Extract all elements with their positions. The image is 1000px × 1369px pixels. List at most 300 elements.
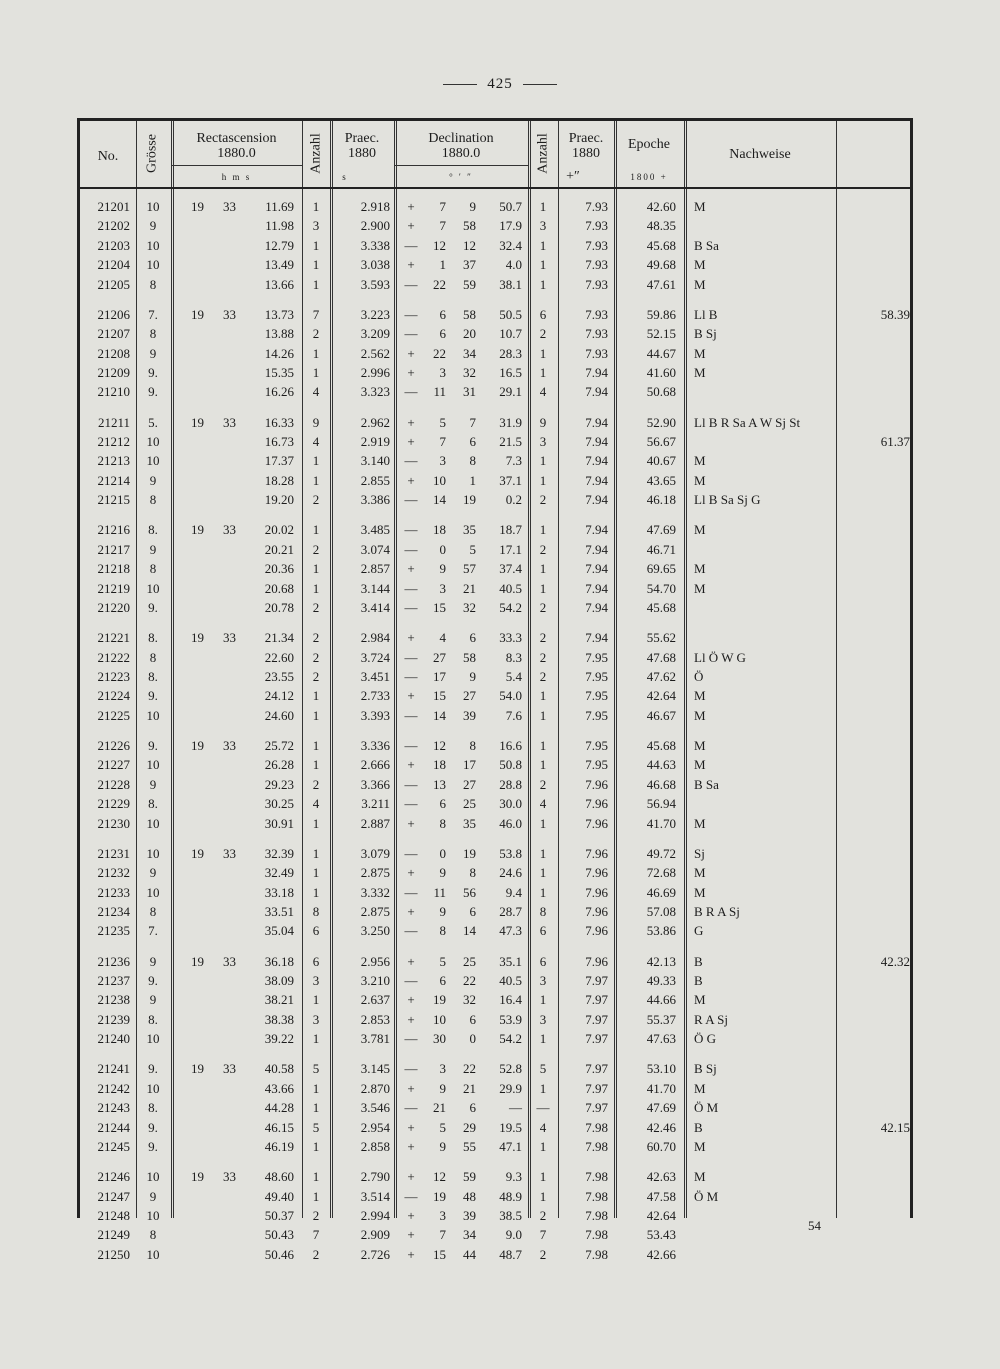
cell-no: 21243 [97, 1100, 130, 1116]
cell-no: 21203 [97, 237, 130, 253]
cell-gr: 5. [148, 414, 158, 430]
cell-s: 33.51 [264, 904, 294, 919]
cell-no: 21245 [97, 1139, 130, 1154]
cell-gr: 8 [149, 1227, 157, 1243]
cell-as: 29.1 [499, 384, 522, 400]
cell-am: 9 [469, 669, 476, 684]
page-number-dash-right [523, 84, 557, 85]
header-ra-units [171, 169, 302, 185]
cell-ra-minutes: 33 [223, 738, 236, 753]
cell-sign: + [407, 1227, 415, 1243]
cell-p1: 3.724 [360, 649, 390, 665]
header-rectascension [171, 131, 302, 161]
cell-n1: 7 [312, 306, 320, 322]
cell-s: 44.28 [264, 1100, 294, 1116]
cell-ep: 49.68 [646, 257, 676, 273]
cell-nw: Ll B R Sa A W Sj St [694, 414, 801, 430]
cell-ep: 53.43 [646, 1227, 676, 1243]
cell-s: 22.60 [264, 649, 294, 665]
cell-n2: 4 [539, 384, 547, 400]
cell-p1: 3.250 [360, 923, 390, 939]
cell-n1: 2 [312, 541, 320, 557]
cell-ep: 49.33 [646, 973, 676, 988]
column-rule [394, 121, 397, 1218]
cell-as: 17.1 [499, 541, 522, 557]
cell-p1: 3.393 [360, 707, 390, 723]
cell-d: 7 [439, 218, 446, 234]
cell-sign: + [407, 1208, 415, 1223]
cell-n2: 2 [539, 600, 547, 615]
cell-s: 21.34 [264, 630, 294, 646]
cell-gr: 10 [146, 257, 160, 273]
ra-subheader-rule [171, 165, 302, 166]
cell-am: 55 [463, 1139, 476, 1154]
cell-p2: 7.98 [585, 1208, 608, 1223]
header-epoche-unit [614, 169, 684, 185]
column-rule [302, 121, 303, 1218]
header-declination-label: Declination [428, 131, 494, 146]
cell-no: 21224 [97, 688, 130, 704]
cell-sign: + [407, 434, 415, 449]
cell-am: 58 [463, 649, 476, 665]
cell-as: 24.6 [499, 865, 522, 881]
cell-am: 59 [463, 1169, 476, 1185]
cell-p2: 7.94 [585, 541, 608, 557]
cell-gr: 8. [148, 669, 158, 684]
cell-s: 14.26 [264, 345, 294, 361]
cell-ep: 56.67 [646, 434, 676, 449]
cell-p1: 2.954 [360, 1119, 390, 1135]
cell-s: 38.38 [264, 1011, 294, 1027]
cell-nw: M [694, 1080, 706, 1096]
page-number-dash-left [443, 84, 477, 85]
cell-nw: M [694, 1139, 706, 1154]
cell-no: 21221 [97, 630, 130, 646]
cell-sign: + [407, 345, 415, 361]
cell-p2: 7.98 [585, 1139, 608, 1154]
cell-sign: + [407, 1119, 415, 1135]
cell-p2: 7.96 [585, 953, 608, 969]
cell-no: 21240 [97, 1031, 130, 1047]
cell-p2: 7.94 [585, 453, 608, 469]
cell-am: 58 [463, 218, 476, 234]
cell-as: 54.2 [499, 1031, 522, 1047]
cell-no: 21218 [97, 561, 130, 577]
cell-nw: Ll Ö W G [694, 649, 746, 665]
cell-nw: Sj [694, 845, 705, 861]
cell-nw: M [694, 561, 706, 577]
cell-nw: Ö [694, 669, 704, 684]
cell-d: 21 [433, 1100, 446, 1116]
cell-gr: 10 [146, 1080, 160, 1096]
cell-n2: 1 [539, 707, 547, 723]
cell-p1: 2.858 [360, 1139, 390, 1154]
cell-p2: 7.94 [585, 600, 608, 615]
cell-p1: 3.211 [361, 796, 390, 812]
cell-p1: 3.145 [360, 1061, 390, 1077]
cell-d: 8 [439, 815, 446, 831]
cell-gr: 10 [146, 845, 160, 861]
cell-p1: 3.338 [360, 237, 390, 253]
cell-d: 18 [433, 522, 446, 538]
cell-p1: 2.909 [360, 1227, 390, 1243]
cell-gr: 9. [148, 384, 158, 400]
cell-p2: 7.97 [585, 1011, 608, 1027]
cell-p2: 7.98 [585, 1227, 608, 1243]
cell-n2: 2 [539, 541, 547, 557]
cell-n1: 1 [312, 522, 320, 538]
cell-nw: M [694, 522, 706, 538]
header-praec-ra-unit-text: s [342, 172, 348, 182]
cell-s: 16.33 [264, 414, 294, 430]
cell-s: 23.55 [264, 669, 294, 684]
cell-ra-minutes: 33 [223, 953, 236, 969]
cell-n2: 1 [539, 1169, 547, 1185]
cell-as: 35.1 [499, 953, 522, 969]
cell-nw: M [694, 1169, 706, 1185]
cell-n1: 2 [312, 492, 320, 508]
cell-nw: Ö M [694, 1188, 719, 1204]
cell-as: 50.5 [499, 306, 522, 322]
cell-n1: 2 [312, 649, 320, 665]
cell-n2: 1 [539, 237, 547, 253]
cell-n2: 1 [539, 865, 547, 881]
cell-d: 22 [433, 276, 446, 292]
cell-am: 14 [463, 923, 476, 939]
cell-am: 8 [469, 453, 476, 469]
cell-no: 21244 [97, 1119, 130, 1135]
cell-sign: + [407, 257, 415, 273]
cell-sign: — [404, 796, 418, 812]
cell-d: 6 [439, 973, 446, 988]
cell-p2: 7.98 [585, 1246, 608, 1262]
cell-gr: 10 [146, 434, 160, 449]
header-decl-units-text: ° ′ ″ [449, 172, 473, 182]
cell-n1: 1 [312, 472, 320, 488]
cell-gr: 10 [146, 757, 160, 773]
cell-p1: 3.323 [360, 384, 390, 400]
cell-nw: M [694, 276, 706, 292]
cell-d: 7 [439, 434, 446, 449]
cell-no: 21239 [97, 1011, 130, 1027]
cell-n1: 2 [312, 326, 320, 342]
cell-n1: 1 [312, 257, 320, 273]
cell-am: 21 [463, 1080, 476, 1096]
cell-p1: 3.366 [360, 776, 390, 792]
cell-d: 6 [439, 796, 446, 812]
cell-p2: 7.98 [585, 1119, 608, 1135]
cell-s: 50.43 [264, 1227, 294, 1243]
cell-sign: — [404, 1031, 418, 1047]
cell-ep: 47.62 [646, 669, 676, 684]
cell-n2: 1 [539, 688, 547, 704]
column-rule [614, 121, 617, 1218]
cell-n2: 3 [539, 218, 547, 234]
cell-n1: 1 [312, 707, 320, 723]
cell-as: 16.4 [499, 992, 522, 1008]
cell-gr: 8. [148, 522, 158, 538]
cell-p1: 3.140 [360, 453, 390, 469]
cell-am: 35 [463, 815, 476, 831]
cell-s: 30.25 [264, 796, 294, 812]
cell-p1: 2.733 [360, 688, 390, 704]
cell-n1: 7 [312, 1227, 320, 1243]
header-no: No. [97, 149, 119, 164]
cell-no: 21223 [97, 669, 130, 684]
cell-n2: 1 [539, 276, 547, 292]
cell-ep: 45.68 [646, 237, 676, 253]
cell-p1: 2.870 [360, 1080, 390, 1096]
cell-n1: 5 [312, 1061, 320, 1077]
cell-gr: 9. [148, 688, 158, 704]
cell-nw: Ö M [694, 1100, 719, 1116]
cell-s: 20.68 [264, 580, 294, 596]
cell-n2: 2 [539, 1208, 547, 1223]
cell-no: 21206 [97, 306, 130, 322]
cell-ra-hours: 19 [191, 199, 204, 214]
cell-p2: 7.93 [585, 257, 608, 273]
cell-p2: 7.98 [585, 1169, 608, 1185]
cell-as: 47.3 [499, 923, 522, 939]
header-nachweise: Nachweise [729, 147, 791, 162]
cell-gr: 10 [146, 580, 160, 596]
page-number [0, 76, 1000, 93]
cell-ep: 42.66 [646, 1246, 676, 1262]
cell-d: 14 [433, 707, 446, 723]
cell-n2: 1 [539, 992, 547, 1008]
cell-n1: 1 [312, 453, 320, 469]
cell-n1: 1 [312, 1100, 320, 1116]
cell-s: 16.73 [264, 434, 294, 449]
cell-am: 39 [463, 1208, 476, 1223]
cell-ep: 40.67 [646, 453, 676, 469]
cell-sign: — [404, 326, 418, 342]
cell-s: 50.46 [264, 1246, 294, 1262]
cell-gr: 10 [146, 237, 160, 253]
cell-ra-minutes: 33 [223, 199, 236, 214]
cell-d: 1 [439, 257, 446, 273]
cell-note: 42.15 [880, 1119, 910, 1135]
cell-n1: 4 [312, 384, 320, 400]
cell-as: 48.9 [499, 1188, 522, 1204]
cell-am: 44 [463, 1246, 476, 1262]
cell-p2: 7.95 [585, 757, 608, 773]
header-praec-ra [330, 131, 394, 161]
cell-gr: 8. [148, 1011, 158, 1027]
cell-p1: 2.887 [360, 815, 390, 831]
header-praec-decl-unit [558, 169, 588, 184]
cell-no: 21232 [97, 865, 130, 881]
cell-d: 13 [433, 776, 446, 792]
cell-am: 57 [463, 561, 476, 577]
cell-p2: 7.96 [585, 796, 608, 812]
cell-nw: M [694, 453, 706, 469]
cell-n2: 7 [539, 1227, 547, 1243]
header-praec-ra-unit [330, 169, 360, 185]
cell-n2: 2 [539, 326, 547, 342]
cell-n2: 4 [539, 796, 547, 812]
cell-p1: 3.386 [360, 492, 390, 508]
cell-ep: 42.64 [646, 1208, 676, 1223]
cell-sign: — [404, 1100, 418, 1116]
cell-as: 29.9 [499, 1080, 522, 1096]
cell-am: 22 [463, 973, 476, 988]
cell-p1: 3.414 [360, 600, 390, 615]
cell-as: 47.1 [499, 1139, 522, 1154]
cell-ep: 48.35 [646, 218, 676, 234]
cell-gr: 10 [146, 884, 160, 900]
cell-as: 33.3 [499, 630, 522, 646]
cell-ep: 55.62 [646, 630, 676, 646]
cell-sign: + [407, 688, 415, 704]
cell-p2: 7.96 [585, 815, 608, 831]
cell-am: 48 [463, 1188, 476, 1204]
cell-p2: 7.96 [585, 904, 608, 919]
cell-s: 13.66 [264, 276, 294, 292]
cell-no: 21227 [97, 757, 130, 773]
cell-no: 21216 [97, 522, 130, 538]
cell-p2: 7.97 [585, 973, 608, 988]
cell-no: 21213 [97, 453, 130, 469]
cell-as: 4.0 [505, 257, 522, 273]
cell-no: 21222 [97, 649, 130, 665]
cell-p2: 7.95 [585, 738, 608, 753]
cell-n1: 2 [312, 600, 320, 615]
cell-am: 25 [463, 953, 476, 969]
cell-ep: 42.63 [646, 1169, 676, 1185]
cell-p2: 7.96 [585, 776, 608, 792]
cell-no: 21229 [97, 796, 130, 812]
cell-as: 9.4 [505, 884, 522, 900]
cell-no: 21230 [97, 815, 130, 831]
cell-p1: 3.485 [360, 522, 390, 538]
cell-s: 24.60 [264, 707, 294, 723]
cell-n2: 2 [539, 649, 547, 665]
cell-gr: 8 [149, 904, 157, 919]
cell-p2: 7.97 [585, 1061, 608, 1077]
cell-as: 38.5 [499, 1208, 522, 1223]
cell-s: 15.35 [264, 365, 294, 380]
cell-no: 21214 [97, 472, 130, 488]
cell-p2: 7.97 [585, 992, 608, 1008]
cell-n1: 1 [312, 845, 320, 861]
cell-p1: 2.857 [360, 561, 390, 577]
cell-ep: 72.68 [646, 865, 676, 881]
cell-ra-hours: 19 [191, 1169, 204, 1185]
cell-sign: + [407, 414, 415, 430]
cell-gr: 9 [149, 953, 157, 969]
cell-sign: + [407, 218, 415, 234]
cell-n1: 4 [312, 434, 320, 449]
cell-d: 3 [439, 365, 446, 380]
cell-sign: — [404, 453, 418, 469]
cell-as: 53.9 [499, 1011, 522, 1027]
cell-gr: 9. [148, 973, 158, 988]
cell-p2: 7.96 [585, 865, 608, 881]
cell-s: 17.37 [264, 453, 294, 469]
cell-d: 15 [433, 600, 446, 615]
cell-sign: + [407, 1080, 415, 1096]
cell-n1: 1 [312, 757, 320, 773]
cell-d: 5 [439, 953, 446, 969]
cell-d: 30 [433, 1031, 446, 1047]
cell-d: 5 [439, 1119, 446, 1135]
cell-gr: 10 [146, 1246, 160, 1262]
cell-am: 58 [463, 306, 476, 322]
cell-sign: — [404, 1061, 418, 1077]
cell-am: 7 [469, 414, 476, 430]
cell-ep: 56.94 [646, 796, 676, 812]
header-praec-ra-label: Praec. [344, 131, 380, 146]
cell-sign: + [407, 472, 415, 488]
cell-as: 28.7 [499, 904, 522, 919]
cell-p1: 2.956 [360, 953, 390, 969]
cell-n2: 1 [539, 345, 547, 361]
cell-as: 50.7 [499, 199, 522, 214]
column-rule [684, 121, 687, 1218]
cell-n1: 1 [312, 199, 320, 214]
cell-n2: 1 [539, 1139, 547, 1154]
cell-gr: 9 [149, 541, 157, 557]
cell-gr: 9 [149, 1188, 157, 1204]
cell-as: 54.2 [499, 600, 522, 615]
cell-sign: — [404, 845, 418, 861]
cell-ep: 47.61 [646, 276, 676, 292]
cell-ra-minutes: 33 [223, 1169, 236, 1185]
cell-ep: 42.13 [646, 953, 676, 969]
cell-nw: B Sa [694, 237, 719, 253]
cell-no: 21217 [97, 541, 130, 557]
cell-p1: 2.562 [360, 345, 390, 361]
cell-sign: + [407, 365, 415, 380]
cell-n2: 5 [539, 1061, 547, 1077]
cell-d: 12 [433, 237, 446, 253]
cell-no: 21207 [97, 326, 130, 342]
cell-sign: — [404, 276, 418, 292]
cell-as: 5.4 [505, 669, 522, 684]
cell-s: 38.21 [264, 992, 294, 1008]
header-declination [394, 131, 528, 161]
cell-nw: M [694, 257, 706, 273]
cell-no: 21211 [97, 414, 130, 430]
cell-gr: 9. [148, 365, 158, 380]
cell-p1: 3.079 [360, 845, 390, 861]
cell-n1: 2 [312, 1208, 320, 1223]
cell-s: 20.36 [264, 561, 294, 577]
cell-n2: 1 [539, 561, 547, 577]
cell-p1: 2.853 [360, 1011, 390, 1027]
cell-as: 37.1 [499, 472, 522, 488]
cell-no: 21201 [97, 199, 130, 214]
cell-s: 11.98 [265, 218, 294, 234]
cell-d: 22 [433, 345, 446, 361]
cell-n2: 6 [539, 953, 547, 969]
cell-p1: 2.790 [360, 1169, 390, 1185]
cell-ep: 42.64 [646, 688, 676, 704]
cell-no: 21246 [97, 1169, 130, 1185]
cell-n2: 2 [539, 492, 547, 508]
cell-gr: 10 [146, 1031, 160, 1047]
cell-sign: — [404, 973, 418, 988]
cell-sign: — [404, 1188, 418, 1204]
header-praec-decl [558, 131, 614, 161]
cell-no: 21238 [97, 992, 130, 1008]
cell-am: 34 [463, 345, 476, 361]
cell-gr: 8 [149, 326, 157, 342]
cell-n1: 1 [312, 884, 320, 900]
cell-no: 21205 [97, 276, 130, 292]
cell-sign: + [407, 199, 415, 214]
